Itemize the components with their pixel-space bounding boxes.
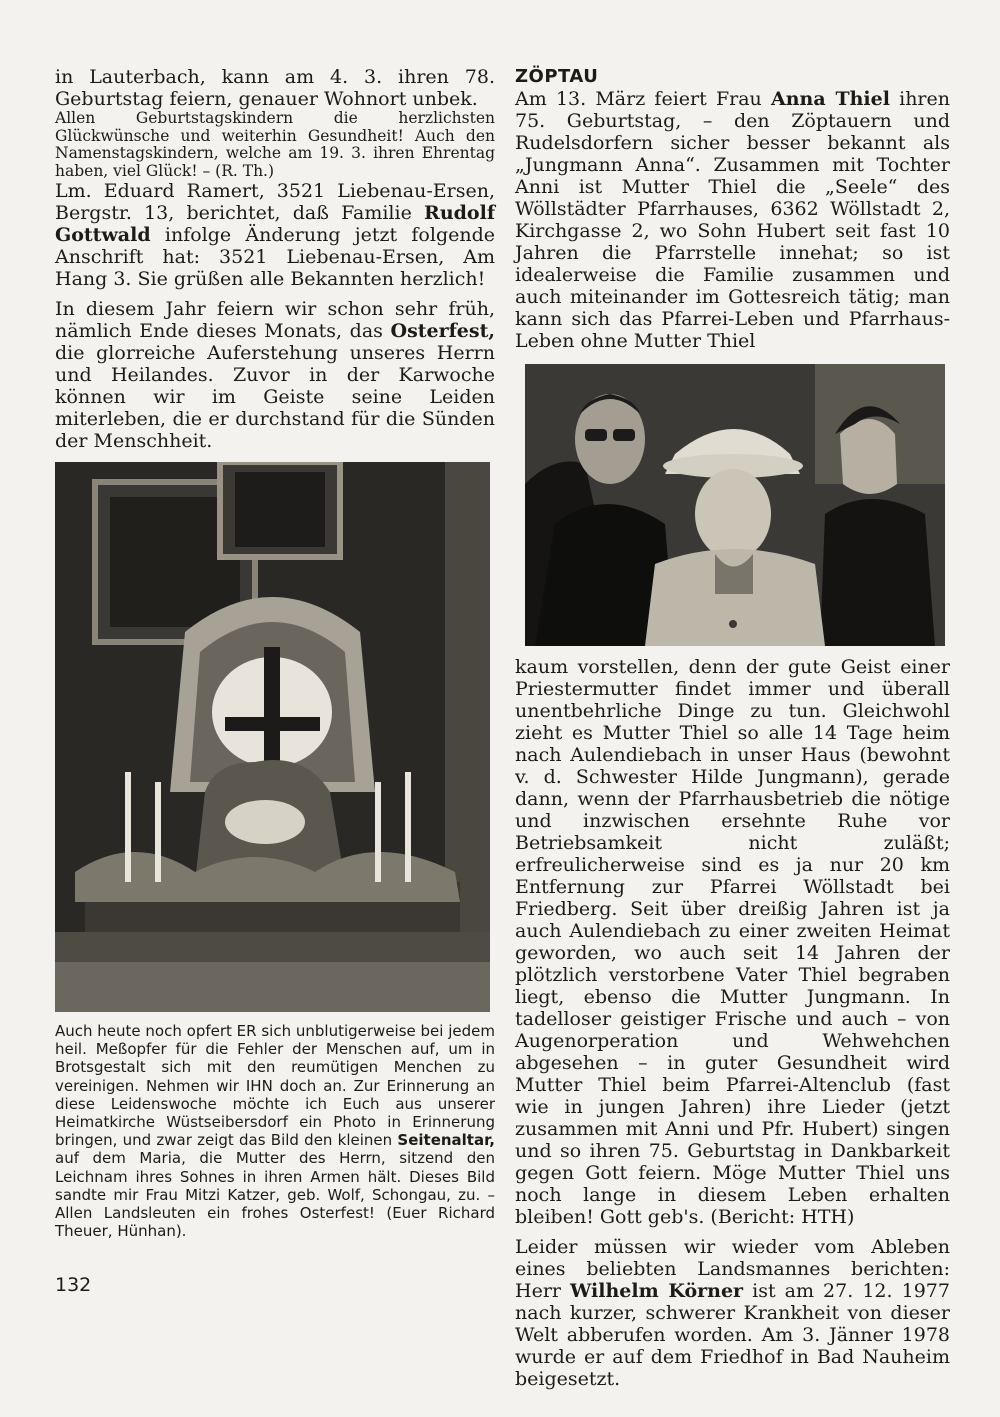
easter-bold: Osterfest,: [390, 320, 495, 342]
birthday-notice-text: in Lauterbach, kann am 4. 3. ihren 78. Geburtstag feiern, genauer Wohnort unbek.: [55, 66, 495, 110]
birthday-greetings-text: Allen Geburtstagskindern die herzlichsten Glückwünsche und weiterhin Gesundheit! Auch den Namenstagskindern, welche am 19. 3. ihren Ehrentag haben, viel Glück! – (R. Th.): [55, 109, 495, 180]
section-heading: ZÖPTAU: [515, 66, 599, 87]
anniversary-text-continued: kaum vorstellen, denn der gute Geist einer Priestermutter findet immer und überall unentbehrliche Dinge zu tun. Gleichwohl zieht es Mutter Thiel so alle 14 Tage heim nach Aulendiebach in unser Haus (bewohnt v. d. Schwester Hilde Jungmann), gerade dann, wenn der Pfarrhausbetrieb die nötige und inzwischen ersehnte Ruhe vor Betriebsamkeit nicht zuläßt; erfreulicherweise sind es ja nur 20 km Entfernung zur Pfarrei Wöllstadt bei Friedberg. Seit über dreißig Jahren ist ja auch Aulendiebach zu einer zweiten Heimat geworden, wo auch seit 14 Jahren der plötzlich verstorbene Vater Thiel begraben liegt, ebenso die Mutter Jungmann. In tadelloser geistiger Frische und auch – von Augenorperation und Wehwehchen abgesehen – in guter Gesundheit wird Mutter Thiel beim Pfarrei-Altenclub (fast wie in jungen Jahren) ihre Lieder (jetzt zusammen mit Anni und Pfr. Hubert) singen und so ihren 75. Geburtstag in Dankbarkeit gegen Gott feiern. Möge Mutter Thiel uns noch lange in diesem Leben erhalten bleiben! Gott geb's. (Bericht: HTH): [515, 656, 950, 1228]
obituary-text: Leider müssen wir wieder vom Ableben eines beliebten Landsmannes berichten: Herr Wilhelm Körner ist am 27. 12. 1977 nach kurzer, schwerer Krankheit von dieser Welt abberufen worden. Am 3. Jänner 1978 wurde er auf dem Friedhof in Bad Nauheim beigesetzt.: [515, 1236, 950, 1390]
side-altar-photo: [55, 462, 490, 1012]
person-name: Anna Thiel: [770, 88, 890, 110]
easter-text: In diesem Jahr feiern wir schon sehr früh, nämlich Ende dieses Monats, das Osterfest, die glorreiche Auferstehung unseres Herrn und Heilandes. Zuvor in der Karwoche können wir im Geiste seine Leiden miterleben, die er durchstand für die Sünden der Menschheit.: [55, 298, 495, 452]
page-number: 132: [55, 1274, 92, 1296]
caption-bold: Seitenaltar,: [397, 1131, 495, 1150]
right-column: [515, 66, 950, 1390]
family-name: Rudolf Gottwald: [55, 202, 495, 246]
address-change-text: Lm. Eduard Ramert, 3521 Liebenau-Ersen, Bergstr. 13, berichtet, daß Familie Rudolf Gottwald infolge Änderung jetzt folgende Anschrift hat: 3521 Liebenau-Ersen, Am Hang 3. Sie grüßen alle Bekannten herzlich!: [55, 180, 495, 290]
photo-caption: Auch heute noch opfert ER sich unblutigerweise bei jedem heil. Meßopfer für die Fehler der Menschen auf, um in Brotsgestalt sich mit den reumütigen Menchen zu vereinigen. Nehmen wir IHN doch an. Zur Erinnerung an diese Leidenswoche möchte ich Euch aus unserer Heimatkirche Wüstseibersdorf ein Photo in Erinnerung bringen, und zwar zeigt das Bild den kleinen Seitenaltar, auf dem Maria, die Mutter des Herrn, sitzend den Leichnam ihres Sohnes in ihren Armen hält. Dieses Bild sandte mir Frau Mitzi Katzer, geb. Wolf, Schongau, zu. – Allen Landsleuten ein frohes Osterfest! (Euer Richard Theuer, Hünhan).: [55, 1022, 495, 1241]
deceased-name: Wilhelm Körner: [570, 1280, 744, 1302]
family-photo: [525, 364, 945, 646]
left-column: [55, 66, 495, 1240]
anniversary-text: Am 13. März feiert Frau Anna Thiel ihren 75. Geburtstag, – den Zöptauern und Rudelsdorfern sicher besser bekannt als „Jungmann Anna“. Zusammen mit Tochter Anni ist Mutter Thiel die „Seele“ des Wöllstädter Pfarrhauses, 6362 Wöllstadt 2, Kirchgasse 2, wo Sohn Hubert seit fast 10 Jahren die Pfarrstelle innehat; so ist idealerweise die Familie zusammen und auch miteinander im Gottesreich tätig; man kann sich das Pfarrei-Leben und Pfarrhaus-Leben ohne Mutter Thiel: [515, 88, 950, 352]
